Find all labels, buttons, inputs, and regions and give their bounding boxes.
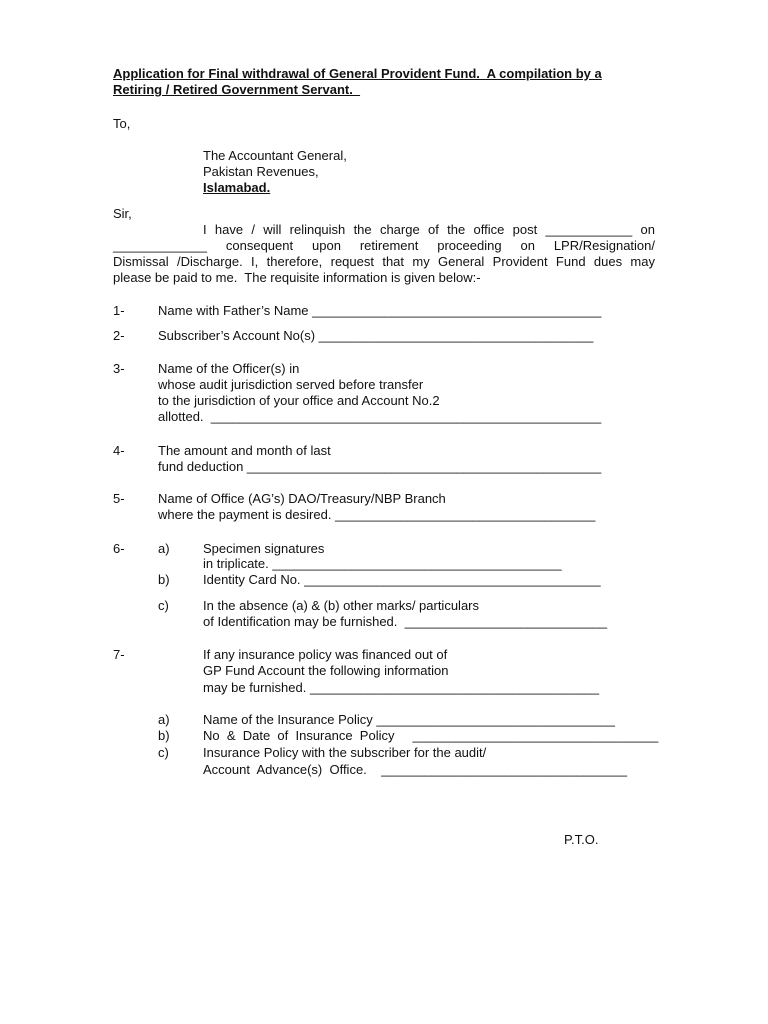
item-7-number: 7- <box>113 647 125 662</box>
item-6a-field: in triplicate. ________________________________________ <box>203 556 562 571</box>
item-4-line-1: The amount and month of last <box>158 443 331 458</box>
item-6a-label: a) <box>158 541 170 556</box>
item-3-line-2: whose audit jurisdiction served before transfer <box>158 377 424 392</box>
item-6c-label: c) <box>158 598 169 613</box>
item-6b-field: Identity Card No. _________________________________________ <box>203 572 601 587</box>
body-line-1: I have / will relinquish the charge of the office post ____________ on <box>203 222 655 237</box>
item-7b-label: b) <box>158 728 170 743</box>
item-7c-label: c) <box>158 745 169 760</box>
item-6-number: 6- <box>113 541 125 556</box>
item-3-line-3: to the jurisdiction of your office and Account No.2 <box>158 393 440 408</box>
document-title-line-2: Retiring / Retired Government Servant. <box>113 82 361 97</box>
salutation-to: To, <box>113 116 131 131</box>
item-6c-field: of Identification may be furnished. ____________________________ <box>203 614 608 629</box>
item-6c-line-1: In the absence (a) & (b) other marks/ particulars <box>203 598 480 613</box>
item-4-number: 4- <box>113 443 125 458</box>
item-7-line-1: If any insurance policy was financed out of <box>203 647 448 662</box>
item-7-line-2: GP Fund Account the following information <box>203 663 449 678</box>
item-5-number: 5- <box>113 491 125 506</box>
item-6a-line-1: Specimen signatures <box>203 541 325 556</box>
item-2-field: Subscriber’s Account No(s) ______________________________________ <box>158 328 594 343</box>
item-7a-field: Name of the Insurance Policy _________________________________ <box>203 712 616 727</box>
item-1-field: Name with Father’s Name ________________________________________ <box>158 303 602 318</box>
item-5-field: where the payment is desired. ____________________________________ <box>158 507 596 522</box>
item-7-field: may be furnished. ________________________________________ <box>203 680 600 695</box>
document-title-line-1: Application for Final withdrawal of General Provident Fund. A compilation by a <box>113 66 602 81</box>
salutation-sir: Sir, <box>113 206 132 221</box>
item-3-number: 3- <box>113 361 125 376</box>
item-6b-label: b) <box>158 572 170 587</box>
address-line-2: Pakistan Revenues, <box>203 164 319 179</box>
address-line-3: Islamabad. <box>203 180 271 195</box>
item-7c-field: Account Advance(s) Office. __________________________________ <box>203 762 628 777</box>
item-5-line-1: Name of Office (AG’s) DAO/Treasury/NBP Branch <box>158 491 446 506</box>
item-4-field: fund deduction _________________________________________________ <box>158 459 602 474</box>
body-line-3: Dismissal /Discharge. I, therefore, request that my General Provident Fund dues may <box>113 254 655 269</box>
item-3-line-1: Name of the Officer(s) in <box>158 361 300 376</box>
item-3-field: allotted. ______________________________________________________ <box>158 409 602 424</box>
item-2-number: 2- <box>113 328 125 343</box>
pto-label: P.T.O. <box>564 832 599 847</box>
item-7b-field: No & Date of Insurance Policy __________________________________ <box>203 728 659 743</box>
item-1-number: 1- <box>113 303 125 318</box>
item-7a-label: a) <box>158 712 170 727</box>
address-line-1: The Accountant General, <box>203 148 347 163</box>
body-line-4: please be paid to me. The requisite information is given below:- <box>113 270 481 285</box>
body-line-2: _____________ consequent upon retirement proceeding on LPR/Resignation/ <box>113 238 655 253</box>
item-7c-line-1: Insurance Policy with the subscriber for the audit/ <box>203 745 487 760</box>
